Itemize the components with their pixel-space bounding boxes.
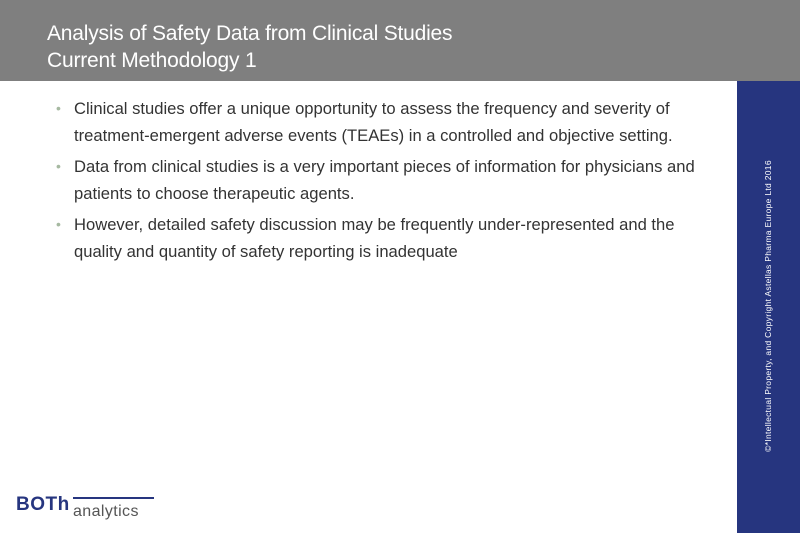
logo-brand-text: BOTh xyxy=(16,494,70,515)
logo-rule xyxy=(73,497,154,499)
bullet-icon: • xyxy=(56,158,61,174)
title-bar xyxy=(0,0,800,81)
bullet-text: Clinical studies offer a unique opportunity to assess the frequency and severity of treatment-emergent adverse events (TEAEs) in a controlled and objective setting. xyxy=(74,99,673,145)
bullet-item xyxy=(56,211,716,265)
bullet-icon: • xyxy=(56,216,61,232)
bullet-icon: • xyxy=(56,100,61,116)
bullet-text: However, detailed safety discussion may be frequently under-represented and the quality and quantity of safety reporting is inadequate xyxy=(74,215,675,261)
bullet-item xyxy=(56,153,716,207)
both-analytics-logo xyxy=(16,494,161,524)
bullet-list xyxy=(56,95,716,269)
slide-title-line-1: Analysis of Safety Data from Clinical Studies xyxy=(47,22,453,45)
copyright-notice: ©*Intellectual Property, and Copyright Astellas Pharma Europe Ltd 2016 xyxy=(763,160,773,452)
slide-title xyxy=(47,20,452,74)
logo-sub-text: analytics xyxy=(73,503,139,520)
bullet-text: Data from clinical studies is a very important pieces of information for physicians and patients to choose therapeutic agents. xyxy=(74,157,695,203)
slide-title-line-2: Current Methodology 1 xyxy=(47,49,257,72)
bullet-item xyxy=(56,95,716,149)
